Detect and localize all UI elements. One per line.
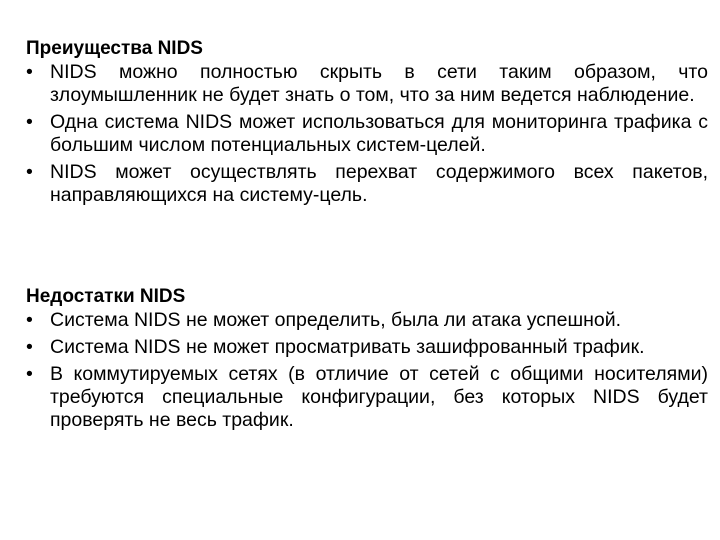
advantages-section [26, 36, 708, 211]
advantages-item-text: NIDS можно полностью скрыть в сети таким образом, что злоумышленник не будет знать о том, что за ним ведется наблюдение. [50, 61, 708, 106]
disadvantages-item-text: В коммутируемых сетях (в отличие от сетей с общими носителями) требуются специальные конфигурации, без которых NIDS будет проверять не весь трафик. [50, 363, 708, 431]
advantages-item [26, 111, 708, 157]
advantages-heading: Преиущества NIDS [26, 38, 203, 59]
bullet-icon: • [26, 61, 33, 83]
advantages-list [26, 61, 708, 207]
disadvantages-heading: Недостатки NIDS [26, 286, 186, 307]
advantages-item [26, 161, 708, 207]
advantages-item [26, 61, 708, 107]
disadvantages-item [26, 363, 708, 432]
bullet-icon: • [26, 336, 33, 358]
bullet-icon: • [26, 309, 33, 331]
disadvantages-list [26, 309, 708, 432]
disadvantages-item [26, 309, 708, 332]
disadvantages-item-text: Система NIDS не может определить, была ли атака успешной. [50, 309, 622, 331]
bullet-icon: • [26, 363, 33, 385]
advantages-item-text: Одна система NIDS может использоваться для мониторинга трафика с большим числом потенциальных систем-целей. [50, 111, 708, 156]
disadvantages-item-text: Система NIDS не может просматривать зашифрованный трафик. [50, 336, 645, 358]
bullet-icon: • [26, 111, 33, 133]
disadvantages-section [26, 284, 708, 436]
disadvantages-item [26, 336, 708, 359]
bullet-icon: • [26, 161, 33, 183]
advantages-item-text: NIDS может осуществлять перехват содержимого всех пакетов, направляющихся на систему-цель. [50, 161, 708, 206]
